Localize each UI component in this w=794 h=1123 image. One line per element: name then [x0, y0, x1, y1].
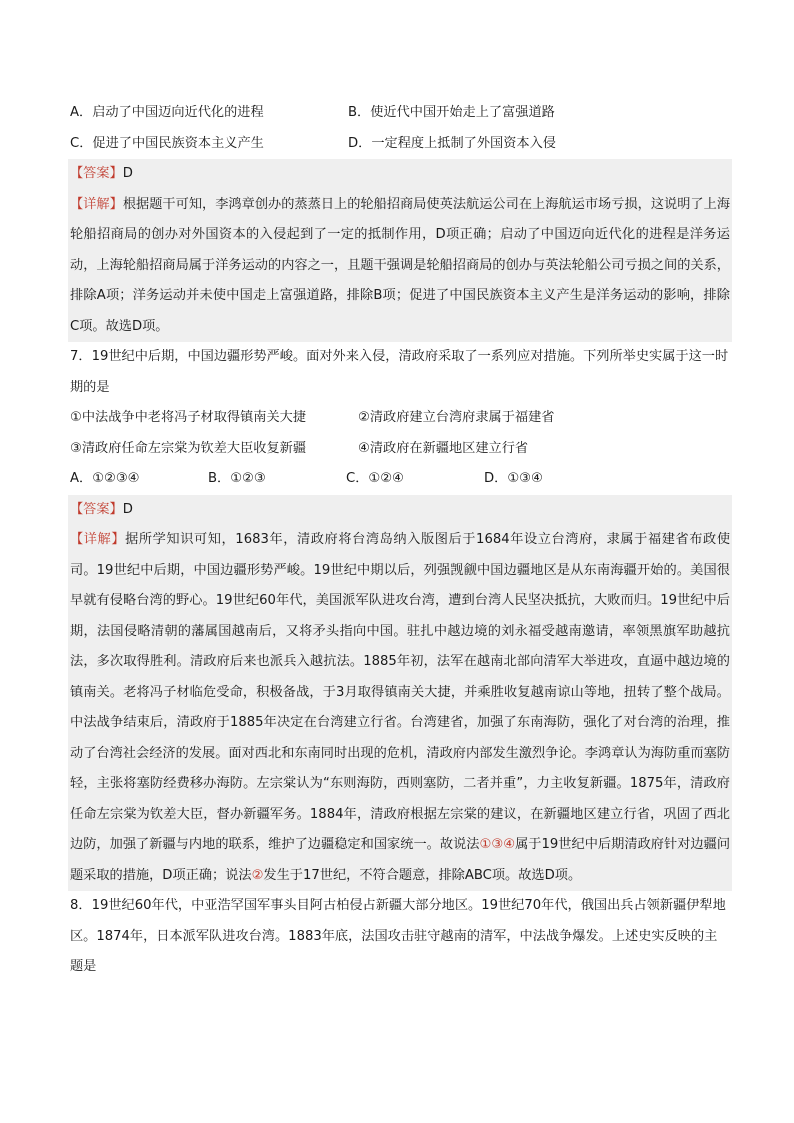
q7-answer-value: D [122, 501, 133, 517]
q7-detail-text-1: 据所学知识可知，1683年，清政府将台湾岛纳入版图后于1684年设立台湾府，隶属于福建省布政使司。19世纪中后期，中国边疆形势严峻。19世纪中期以后，列强觊觎中国边疆地区是从东南海疆开始的。美国很早就有侵略台湾的野心。19世纪60年代，美国派军队进攻台湾，遭到台湾人民坚决抵抗，大败而归。19世纪中后期，法国侵略清朝的藩属国越南后，又将矛头指向中国。驻扎中越边境的刘永福受越南邀请，率领黑旗军助越抗法，多次取得胜利。清政府后来也派兵入越抗法。1885年初，法军在越南北部向清军大举进攻，直逼中越边境的镇南关。老将冯子材临危受命，积极备战，于3月取得镇南关大捷，并乘胜收复越南谅山等地，扭转了整个战局。中法战争结束后，清政府于1885年决定在台湾建立行省。台湾建省，加强了东南海防，强化了对台湾的治理，推动了台湾社会经济的发展。面对西北和东南同时出现的危机，清政府内部发生激烈争论。李鸿章认为海防重而塞防轻，主张将塞防经费移办海防。左宗棠认为“东则海防，西则塞防，二者并重”，力主收复新疆。1875年，清政府任命左宗棠为钦差大臣，督办新疆军务。1884年，清政府根据左宗棠的建议，在新疆地区建立行省，巩固了西北边防，加强了新疆与内地的联系，维护了边疆稳定和国家统一。故说法 [70, 532, 731, 852]
q6-answer-value: D [122, 166, 133, 181]
q6-detail-text: 根据题干可知，李鸿章创办的蒸蒸日上的轮船招商局使英法航运公司在上海航运市场亏损，这说明了上海轮船招商局的创办对外国资本的入侵起到了一定的抵制作用，D项正确；启动了中国迈向近代化的进程是洋务运动，上海轮船招商局属于洋务运动的内容之一，且题干强调是轮船招商局的创办与英法轮船公司亏损之间的关系，排除A项；洋务运动并未使中国走上富强道路，排除B项；促进了中国民族资本主义产生是洋务运动的影响，排除C项。故选D项。 [70, 196, 731, 334]
q7-option-d: D．①③④ [484, 471, 543, 486]
q7-answer [70, 495, 730, 526]
q6-options-row-2 [70, 129, 730, 160]
q7-item-1: ①中法战争中老将冯子材取得镇南关大捷 [70, 410, 307, 425]
q7-detail-highlight-2: ② [251, 867, 264, 883]
q7-option-c: C．①②④ [346, 471, 404, 486]
q6-option-b: B．使近代中国开始走上了富强道路 [348, 105, 555, 120]
q6-option-d: D．一定程度上抵制了外国资本入侵 [348, 135, 556, 151]
q7-item-3: ③清政府任命左宗棠为钦差大臣收复新疆 [70, 440, 307, 456]
q7-stem: 7．19世纪中后期，中国边疆形势严峻。面对外来入侵，清政府采取了一系列应对措施。下列所举史实属于这一时期的是 [70, 349, 729, 395]
q6-detail-tag: 【详解】 [70, 196, 123, 212]
q7-item-2: ②清政府建立台湾府隶属于福建省 [358, 410, 555, 425]
q6-options-row-1 [70, 98, 730, 129]
q7-items-row-2 [70, 434, 730, 465]
q7-detail-text-3: 发生于17世纪，不符合题意，排除ABC项。故选D项。 [263, 867, 582, 883]
q7-option-b: B．①②③ [208, 471, 266, 486]
q6-answer [70, 159, 730, 190]
q7-detail [70, 525, 730, 891]
q7-solution-block [68, 495, 732, 892]
q7-answer-tag: 【答案】 [70, 501, 123, 517]
q7-item-4: ④清政府在新疆地区建立行省 [358, 440, 529, 456]
q7-items-row-1 [70, 403, 730, 434]
q7-detail-text-2: 属于19世纪中后期清政府针对边疆问题采取的措施，D项正确；说法 [70, 837, 731, 883]
q6-answer-tag: 【答案】 [70, 166, 123, 181]
q6-detail [70, 190, 730, 343]
q8-stem: 8．19世纪60年代，中亚浩罕国军事头目阿古柏侵占新疆大部分地区。19世纪70年代，俄国出兵占领新疆伊犁地区。1874年，日本派军队进攻台湾。1883年底，法国攻击驻守越南的清军，中法战争爆发。上述史实反映的主题是 [70, 898, 726, 974]
q7-detail-tag: 【详解】 [70, 532, 126, 547]
q6-option-c: C．促进了中国民族资本主义产生 [70, 135, 264, 151]
q6-solution-block [68, 159, 732, 342]
q6-option-a: A．启动了中国迈向近代化的进程 [70, 105, 264, 120]
page-content [70, 98, 730, 983]
q7-option-a: A．①②③④ [70, 471, 140, 486]
q7-options-row [70, 464, 730, 495]
q7-detail-highlight-1: ①③④ [479, 837, 516, 852]
